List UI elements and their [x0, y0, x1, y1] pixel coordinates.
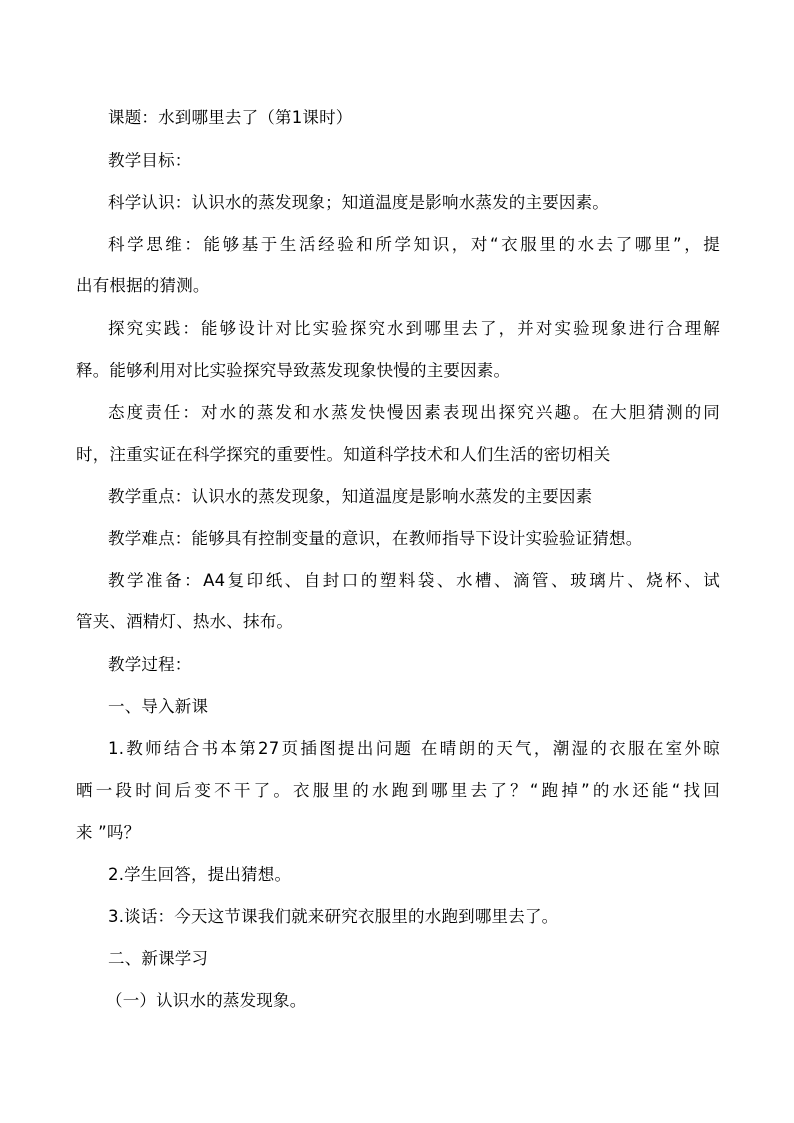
goal-scientific-thinking-line2: 出有根据的猜测。 — [76, 276, 210, 295]
step-1-line2: 晒一段时间后变不干了。衣服里的水跑到哪里去了？“跑掉”的水还能“找回 — [76, 781, 720, 800]
lesson-title: 课题：水到哪里去了（第1课时） — [108, 108, 353, 127]
step-2: 2.学生回答，提出猜想。 — [108, 865, 292, 884]
teaching-preparation-line1: 教学准备：A4复印纸、自封口的塑料袋、水槽、滴管、玻璃片、烧杯、试 — [108, 571, 720, 590]
goal-attitude-line2: 时，注重实证在科学探究的重要性。知道科学技术和人们生活的密切相关 — [76, 445, 611, 464]
goal-inquiry-practice-line1: 探究实践：能够设计对比实验探究水到哪里去了，并对实验现象进行合理解 — [108, 319, 720, 338]
section-one-heading: 一、导入新课 — [108, 697, 209, 716]
teaching-goals-heading: 教学目标： — [108, 151, 192, 170]
goal-inquiry-practice-line2: 释。能够利用对比实验探究导致蒸发现象快慢的主要因素。 — [76, 361, 511, 380]
teaching-difficulties: 教学难点：能够具有控制变量的意识，在教师指导下设计实验验证猜想。 — [108, 529, 643, 548]
step-3: 3.谈话：今天这节课我们就来研究衣服里的水跑到哪里去了。 — [108, 907, 559, 926]
step-1-line3: 来 ”吗？ — [76, 823, 141, 842]
goal-attitude-line1: 态度责任：对水的蒸发和水蒸发快慢因素表现出探究兴趣。在大胆猜测的同 — [108, 403, 720, 422]
teaching-preparation-line2: 管夹、酒精灯、热水、抹布。 — [76, 612, 294, 631]
teaching-process-heading: 教学过程： — [108, 655, 192, 674]
goal-scientific-knowledge: 科学认识：认识水的蒸发现象；知道温度是影响水蒸发的主要因素。 — [108, 193, 609, 212]
goal-scientific-thinking-line1: 科学思维：能够基于生活经验和所学知识，对“衣服里的水去了哪里”，提 — [108, 235, 720, 254]
section-two-heading: 二、新课学习 — [108, 949, 209, 968]
step-1-line1: 1.教师结合书本第27页插图提出问题 在晴朗的天气，潮湿的衣服在室外晾 — [108, 739, 720, 758]
subsection-one-heading: （一）认识水的蒸发现象。 — [106, 991, 307, 1010]
teaching-key-points: 教学重点：认识水的蒸发现象，知道温度是影响水蒸发的主要因素 — [108, 487, 593, 506]
